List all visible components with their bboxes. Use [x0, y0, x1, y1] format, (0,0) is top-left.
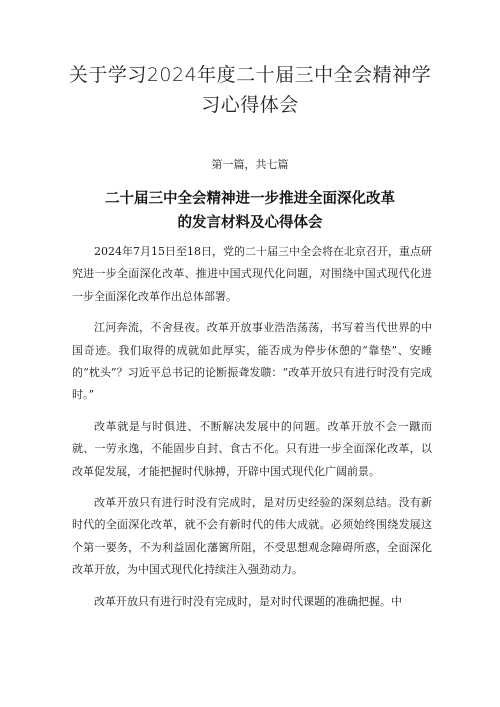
document-title-line-2: 习心得体会 — [201, 94, 299, 116]
paragraph: 改革就是与时俱进、不断解决发展中的问题。改革开放不会一蹴而就、一劳永逸，不能固步自封、食古不化。只有进一步全面深化改革，以改革促发展，才能把握时代脉搏，开辟中国式现代化广阔前景。 — [72, 419, 432, 478]
article-body — [72, 241, 432, 622]
article-title-line-2: 的发言材料及心得体会 — [177, 215, 323, 231]
paragraph: 改革开放只有进行时没有完成时，是对历史经验的深刻总结。没有新时代的全面深化改革，就不会有新时代的伟大成就。必须始终围绕发展这个第一要务，不为利益固化藩篱所阻，不受思想观念障碍所惑，全面深化改革开放，为中国式现代化持续注入强劲动力。 — [72, 496, 432, 577]
paragraph: 改革开放只有进行时没有完成时，是对时代课题的准确把握。中 — [94, 594, 402, 608]
document-title — [60, 60, 440, 120]
document-title-line-1: 关于学习2024年度二十届三中全会精神学 — [68, 64, 432, 86]
part-label: 第一篇，共七篇 — [211, 158, 289, 171]
paragraph: 2024年7月15日至18日，党的二十届三中全会将在北京召开，重点研究进一步全面深化改革、推进中国式现代化问题，对围绕中国式现代化进一步全面深化改革作出总体部署。 — [72, 245, 432, 303]
paragraph: 江河奔流，不舍昼夜。改革开放事业浩浩荡荡，书写着当代世界的中国奇迹。我们取得的成就如此厚实，能否成为停步休憩的“靠垫”、安睡的“枕头”？习近平总书记的论断振聋发聩：“改革开放只有进行时没有完成时。” — [72, 321, 432, 402]
article-title-line-1: 二十届三中全会精神进一步推进全面深化改革 — [105, 191, 395, 207]
article-title — [60, 187, 440, 235]
